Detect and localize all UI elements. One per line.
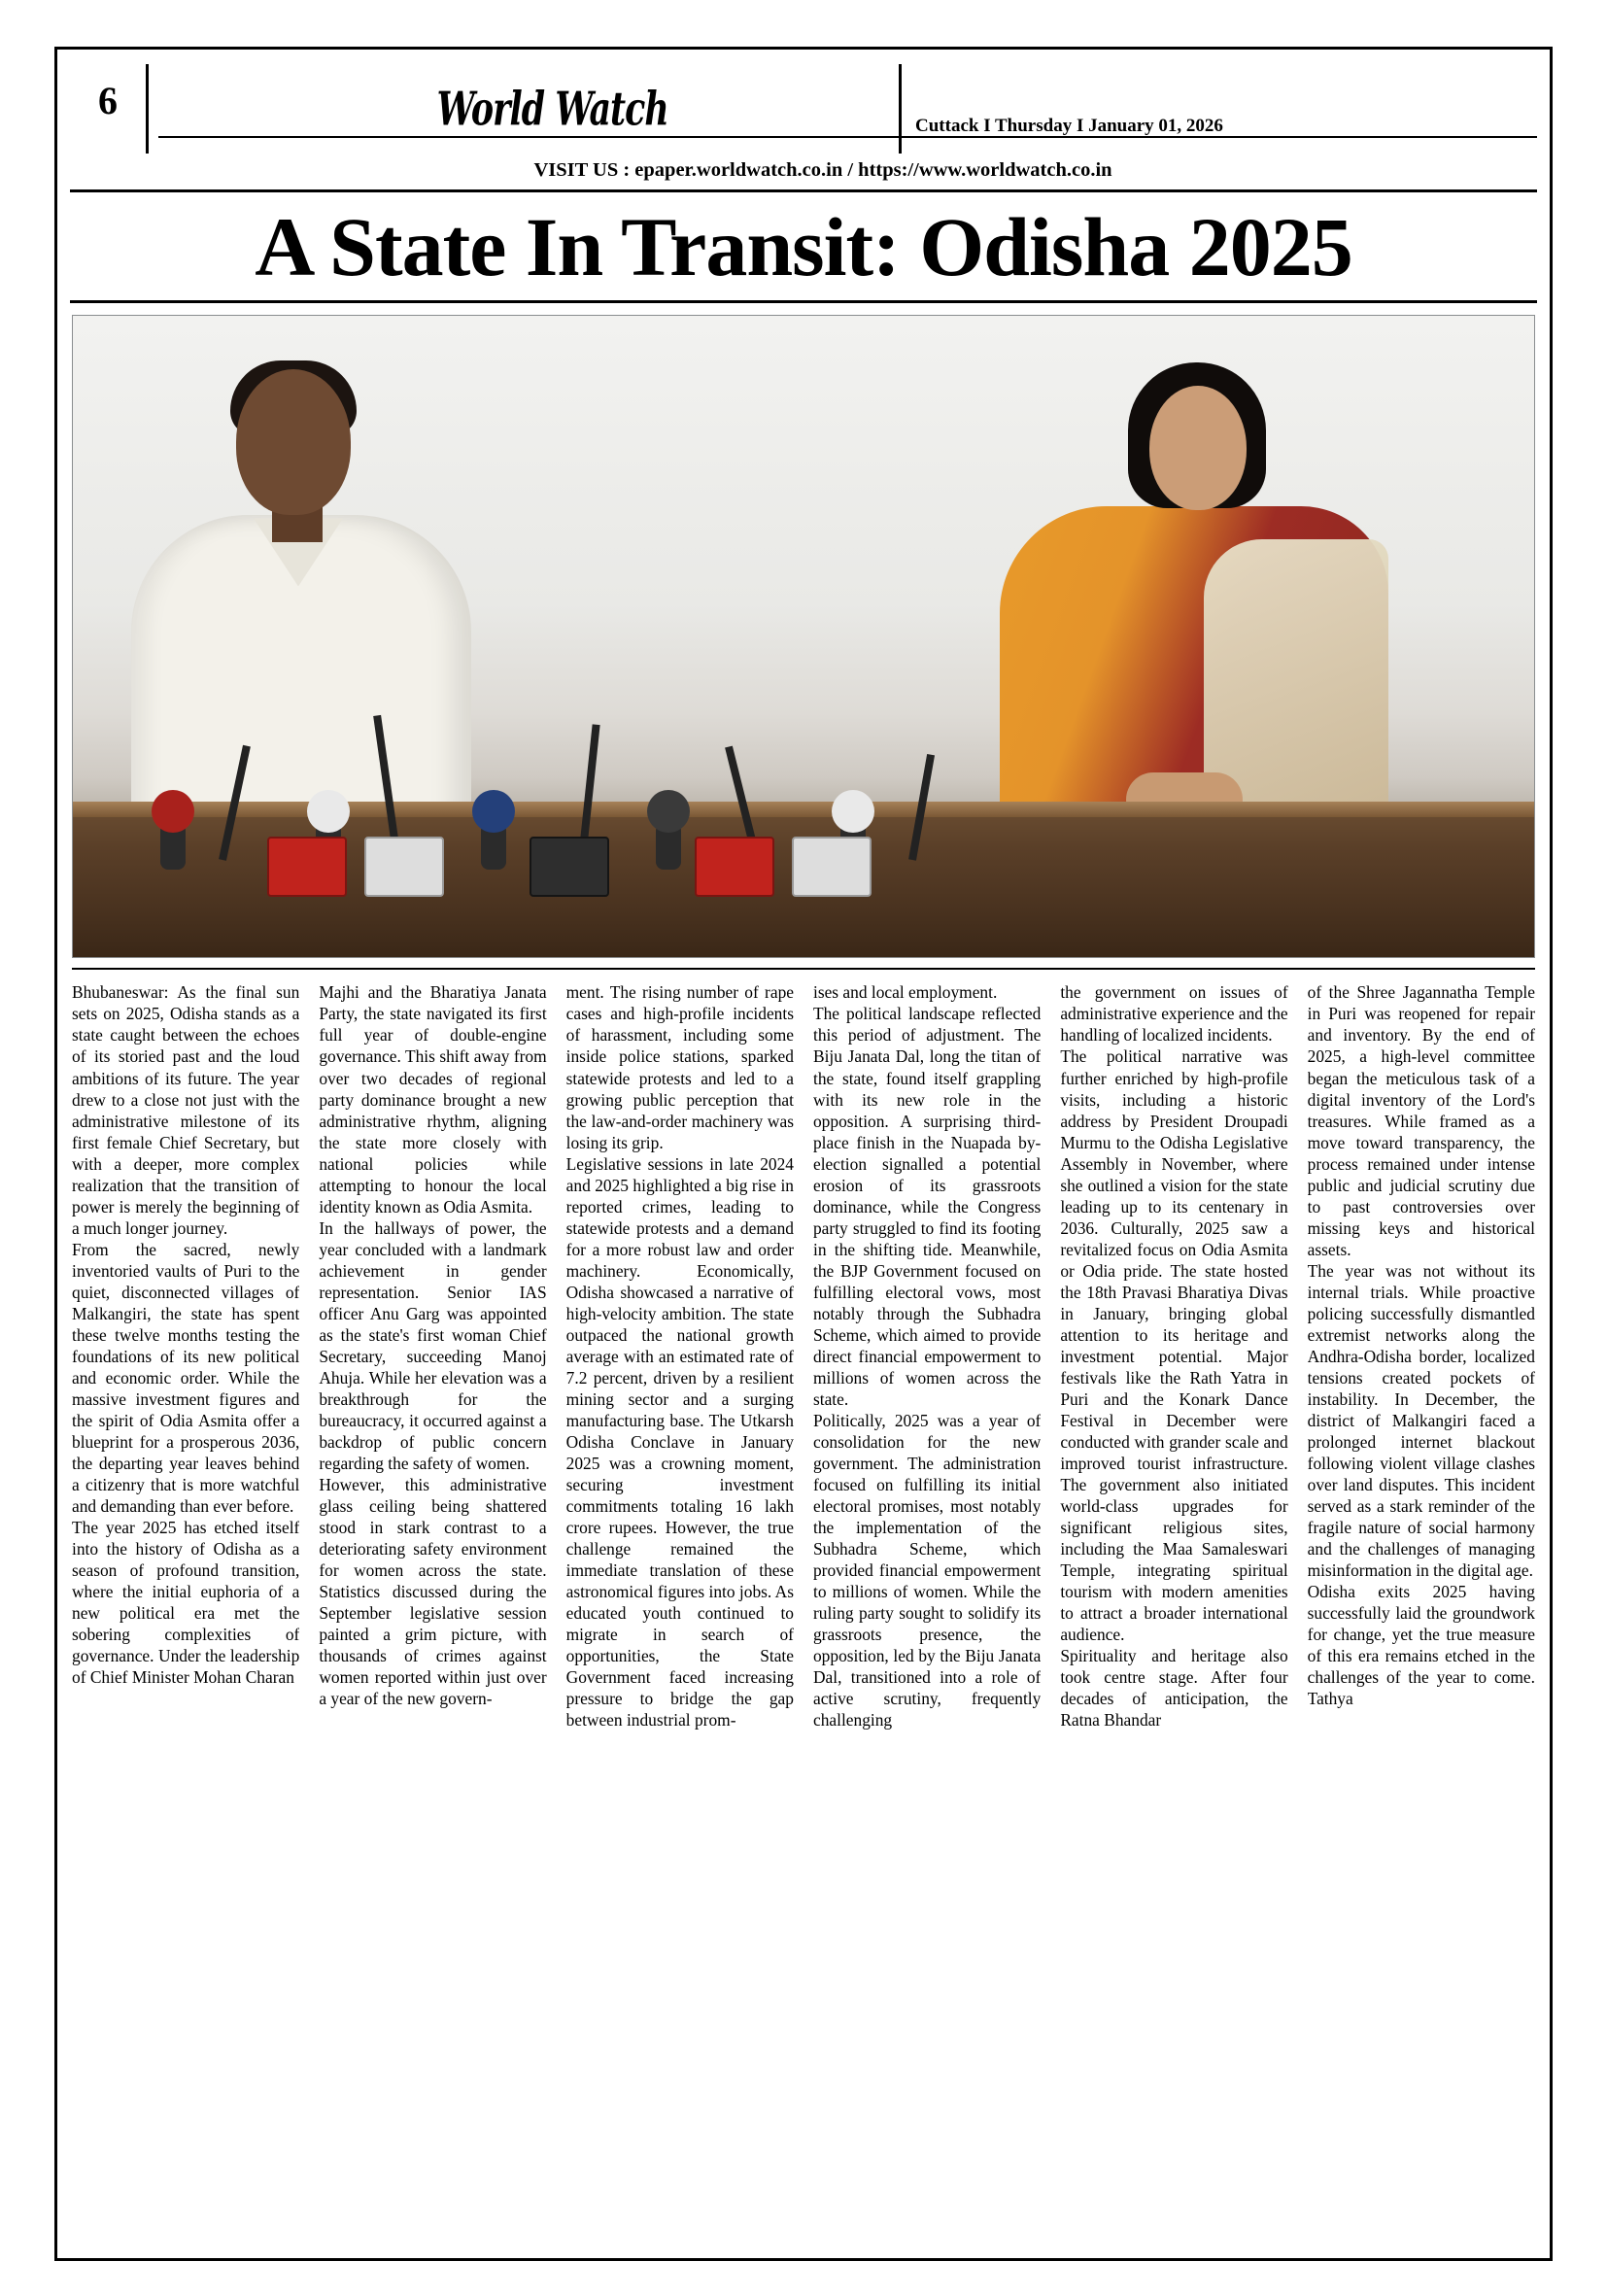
mic-flag-box	[695, 837, 774, 897]
mic-flag-box	[267, 837, 347, 897]
lead-photo	[72, 315, 1535, 958]
photo-person-left-head	[236, 369, 351, 515]
paragraph: Spirituality and heritage also took centre stage. After four decades of anticipation, the Ratna Bhandar	[1060, 1645, 1288, 1730]
page-number: 6	[98, 79, 118, 122]
article-column-2	[319, 981, 546, 2245]
paragraph: From the sacred, newly inventoried vaults of Puri to the quiet, disconnected villages of Malkangiri, the state has spent these twelve months testing the foundations of its new political and economic order. While the massive investment figures and the spirit of Odia Asmita offer a blueprint for a prosperous 2036, the departing year leaves behind a citizenry that is more watchful and demanding than ever before.	[72, 1239, 300, 1516]
masthead-logo-area	[149, 64, 899, 154]
paragraph: The political narrative was further enriched by high-profile visits, including a historic address by President Droupadi Murmu to the Odisha Legislative Assembly in November, where she outlined a vision for the state leading up to its centenary in 2036. Culturally, 2025 saw a revitalized focus on Odia Asmita or Odia pride. The state hosted the 18th Pravasi Bharatiya Divas in January, bringing global attention to its heritage and investment potential. Major festivals like the Rath Yatra in Puri and the Konark Dance Festival in December were conducted with grander scale and improved tourist infrastructure. The government also initiated world-class upgrades for significant religious sites, including the Maa Samaleswari Temple, integrating spiritual tourism with modern amenities to attract a broader international audience.	[1060, 1046, 1288, 1644]
article-body	[72, 981, 1535, 2245]
microphone	[160, 823, 186, 870]
article-column-5	[1060, 981, 1287, 2245]
paragraph: Legislative sessions in late 2024 and 2025 highlighted a big rise in reported crimes, leading to statewide protests and a demand for a more robust law and order machinery. Economically, Odisha showcased a narrative of high-velocity ambition. The state outpaced the national growth average with an estimated rate of 7.2 percent, driven by a resilient mining sector and a surging manufacturing base. The Utkarsh Odisha Conclave in January 2025 was a crowning moment, securing investment commitments totaling 16 lakh crore rupees. However, the true challenge remained the immediate translation of these astronomical figures into jobs. As educated youth continued to migrate in search of opportunities, the State Government faced increasing pressure to bridge the gap between industrial prom-	[565, 1153, 794, 1730]
article-column-4	[813, 981, 1041, 2245]
logo-text: World Watch	[436, 81, 669, 136]
photo-bottom-rule	[72, 968, 1535, 970]
masthead-dateline-area	[899, 64, 1537, 154]
paragraph: Bhubaneswar: As the final sun sets on 2025, Odisha stands as a state caught between the echoes of its storied past and the loud ambitions of its future. The year drew to a close not just with the administrative milestone of its first female Chief Secretary, but with a deeper, more complex realization that the transition of power is merely the beginning of a much longer journey.	[72, 982, 300, 1238]
mic-flag-box	[364, 837, 444, 897]
photo-person-right-face	[1149, 386, 1247, 510]
masthead-bottom-rule	[70, 189, 1537, 192]
microphone	[481, 823, 506, 870]
microphone	[656, 823, 681, 870]
paragraph: In the hallways of power, the year concluded with a landmark achievement in gender representation. Senior IAS officer Anu Garg was appointed as the state's first woman Chief Secretary, succeeding Manoj Ahuja. While her elevation was a breakthrough for the bureaucracy, it occurred against a backdrop of public concern regarding the safety of women.	[319, 1217, 547, 1473]
paragraph: Odisha exits 2025 having successfully laid the groundwork for change, yet the true measure of this era remains etched in the challenges of the year to come. Tathya	[1307, 1581, 1535, 1708]
mic-flag-box	[792, 837, 872, 897]
paragraph: ises and local employment.	[812, 982, 998, 1003]
paragraph: Majhi and the Bharatiya Janata Party, the state navigated its first full year of double-engine governance. This shift away from over two decades of regional party dominance brought a new administrative rhythm, aligning the state more closely with national policies while attempting to honour the local identity known as Odia Asmita.	[319, 982, 547, 1217]
logo	[429, 81, 675, 136]
dateline: Cuttack I Thursday I January 01, 2026	[915, 116, 1223, 136]
mic-flag-box	[530, 837, 609, 897]
paragraph: ment. The rising number of rape cases and high-profile incidents of harassment, including some inside police stations, sparked statewide protests and led to a growing public perception that the law-and-order machinery was losing its grip.	[565, 982, 794, 1152]
paragraph: the government on issues of administrative experience and the handling of localized incidents.	[1060, 982, 1288, 1045]
page-number-box	[70, 64, 149, 154]
paragraph: The political landscape reflected this period of adjustment. The Biju Janata Dal, long the titan of the state, found itself grappling with its new role in the opposition. A surprising third-place finish in the Nuapada by-election signalled a potential erosion of its grassroots dominance, while the Congress party struggled to find its footing in the shifting tide. Meanwhile, the BJP Government focused on fulfilling electoral vows, most notably through the Subhadra Scheme, which aimed to provide direct financial empowerment to millions of women across the state.	[812, 1004, 1042, 1409]
headline-bottom-rule	[70, 300, 1537, 303]
masthead	[70, 64, 1537, 154]
paragraph: However, this administrative glass ceiling being shattered stood in stark contrast to a deteriorating safety environment for women across the state. Statistics discussed during the September legislative session painted a grim picture, with thousands of crimes against women reported within just over a year of the new govern-	[319, 1474, 547, 1708]
article-column-3	[566, 981, 794, 2245]
paragraph: The year was not without its internal trials. While proactive policing successfully dismantled extremist networks along the Andhra-Odisha border, localized tensions created pockets of instability. In December, the district of Malkangiri faced a prolonged internet blackout following violent village clashes over land disputes. This incident served as a stark reminder of the fragile nature of social harmony and the challenges of managing misinformation in the digital age.	[1307, 1260, 1535, 1580]
article-column-1	[72, 981, 299, 2245]
paragraph: Politically, 2025 was a year of consolidation for the new government. The administration focused on fulfilling its initial electoral promises, most notably the implementation of the Subhadra Scheme, which provided financial empowerment to millions of women. While the ruling party sought to solidify its grassroots presence, the opposition, led by the Biju Janata Dal, transitioned into a role of active scrutiny, frequently challenging	[812, 1410, 1042, 1730]
article-column-6	[1308, 981, 1535, 2245]
paragraph: of the Shree Jagannatha Temple in Puri was reopened for repair and inventory. By the end of 2025, a high-level committee began the meticulous task of a digital inventory of the Lord's treasures. While framed as a move toward transparency, the process remained under intense public and judicial scrutiny due to past controversies over missing keys and historical assets.	[1307, 982, 1535, 1259]
paragraph: The year 2025 has etched itself into the history of Odisha as a season of profound transition, where the initial euphoria of a new political era met the sobering complexities of governance. Under the leadership of Chief Minister Mohan Charan	[72, 1517, 300, 1687]
visit-us-line: VISIT US : epaper.worldwatch.co.in / https://www.worldwatch.co.in	[533, 159, 1112, 181]
page-title: A State In Transit: Odisha 2025	[255, 200, 1352, 293]
